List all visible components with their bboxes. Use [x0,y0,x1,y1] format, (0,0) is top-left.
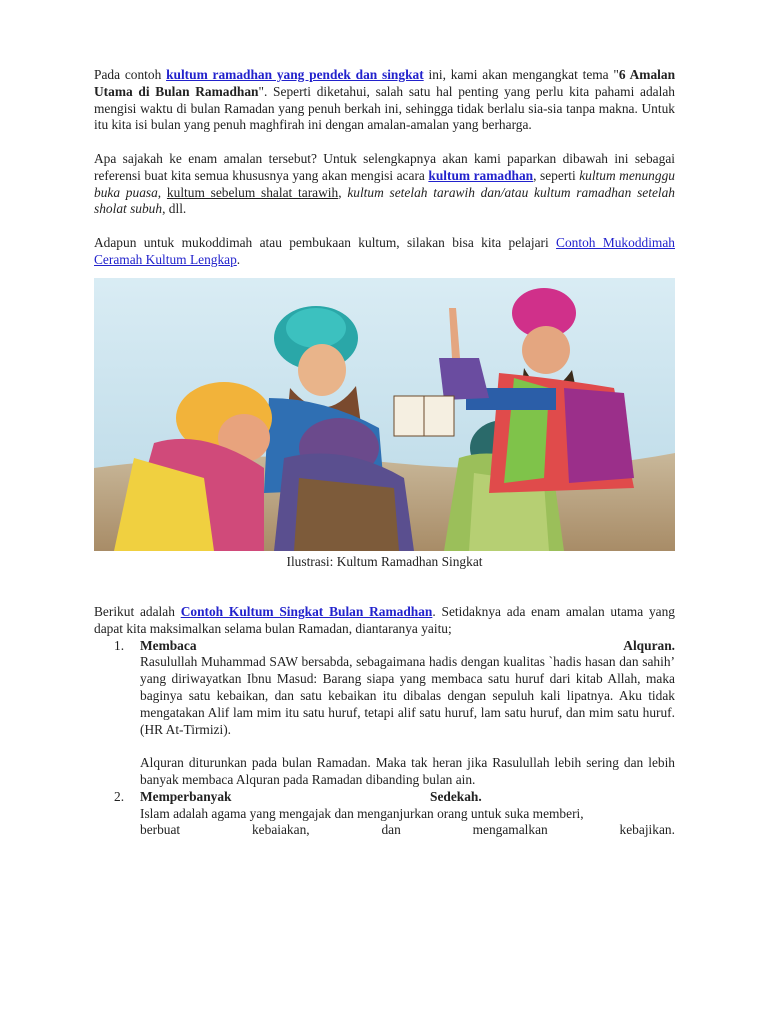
text-span: ". Seperti diketahui, salah satu hal penting yang perlu kita pahami adalah mengisi waktu di bulan Ramadan yang penuh berkah ini, sehingga tidak berlalu sia-sia tanpa makna. Untuk itu kita isi bulan yang penuh maghfirah ini dengan amalan-amalan yang berharga. [94,83,675,133]
text-span: Pada contoh [94,67,167,82]
text-span: ini, kami akan mengangkat tema " [423,67,619,82]
list-item-title [140,789,675,806]
link-contoh-kultum-singkat[interactable]: Contoh Kultum Singkat Bulan Ramadhan [180,603,433,619]
text-span: . Setidaknya ada enam amalan utama yang dapat kita maksimalkan selama bulan Ramadan, diantaranya yaitu; [94,603,675,636]
list-item-title [140,638,675,655]
body-paragraph [94,604,675,638]
intro-paragraph-3 [94,235,675,269]
link-kultum-ramadhan[interactable]: kultum ramadhan [428,167,534,183]
word: berbuat [140,822,181,838]
underlined-text: kultum sebelum shalat tarawih [166,184,339,200]
theme-title: 6 Amalan Utama di Bulan Ramadhan [94,67,676,99]
text-span: Berikut adalah [94,603,181,619]
italic-text: kultum menunggu buka puasa [94,167,675,200]
document-page [94,67,675,839]
text-span: . [236,251,241,267]
figure-caption: Ilustrasi: Kultum Ramadhan Singkat [286,553,483,569]
intro-paragraph-2 [94,151,675,218]
title-word: Memperbanyak [140,788,232,804]
list-item [94,638,675,789]
link-kultum-ramadhan-pendek[interactable]: kultum ramadhan yang pendek dan singkat [166,67,424,82]
word: dan [381,822,401,838]
list-number: 1. [114,637,125,653]
title-word: Alquran. [623,637,675,653]
link-contoh-mukoddimah[interactable]: Contoh Mukoddimah Ceramah Kultum Lengkap [94,234,675,267]
list-item-text: Alquran diturunkan pada bulan Ramadan. Maka tak heran jika Rasulullah lebih sering dan lebih banyak membaca Alquran pada Ramadan dibanding bulan ain. [140,755,675,787]
word: kebaiakan, [251,822,310,838]
list-item [94,789,675,839]
word: mengamalkan [472,822,548,838]
text-span: , dll. [162,201,187,217]
title-word: Sedekah. [430,788,482,804]
title-word: Membaca [140,637,197,653]
text-span: Apa sajakah ke enam amalan tersebut? Untuk selengkapnya akan kami paparkan dibawah ini sebagai referensi buat kita semua khususnya yang akan mengisi acara [94,150,675,183]
list-number: 2. [114,788,125,804]
text-span: Adapun untuk mukoddimah atau pembukaan kultum, silakan bisa kita pelajari [94,234,557,250]
amalan-list [94,638,675,840]
intro-paragraph-1 [94,67,675,134]
text-span: , [157,184,167,200]
list-item-text: Rasulullah Muhammad SAW bersabda, sebagaimana hadis dengan kualitas `hadis hasan dan sahih’ yang diriwayatkan Ibnu Masud: Barang siapa yang membaca satu huruf dari kitab Allah, maka baginya satu kebaikan, dan satu kebaikan itu dibalas dengan sepuluh kali lipatnya. Aku tidak mengatakan Alif lam mim itu satu huruf, tetapi alif satu huruf, lam satu huruf, dan mim satu huruf. (HR At-Tirmizi). [140,654,675,737]
italic-text: kultum setelah tarawih dan/atau kultum ramadhan setelah sholat subuh [94,184,676,217]
word: kebajikan. [619,822,675,838]
list-item-text-line [140,822,675,839]
text-span: , [338,184,348,200]
illustration-image [94,278,675,551]
list-item-text: Islam adalah agama yang mengajak dan menganjurkan orang untuk suka memberi, [140,805,584,821]
text-span: , seperti [533,167,580,183]
